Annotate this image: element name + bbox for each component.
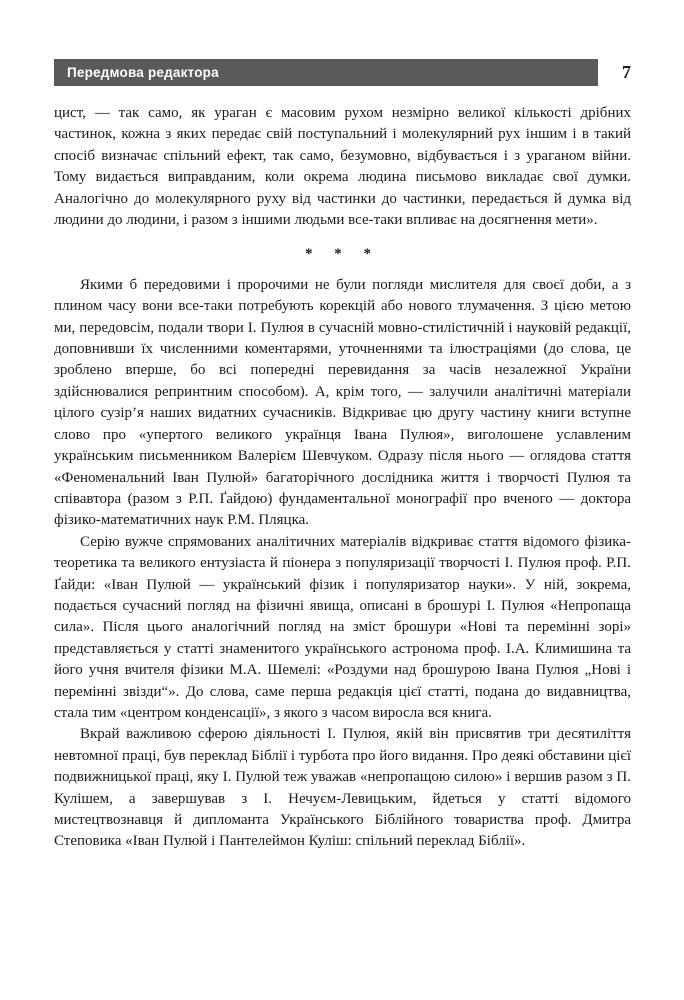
paragraph: Якими б передовими і пророчими не були погляди мислителя для своєї доби, а з плином часу вони все-таки потребують корекцій або нового тлумачення. З цією метою ми, передовсім, подали твори І. Пулюя в сучасній мовно-стилістичній і науковій редакції, доповнивши їх численними коментарями, уточненнями та ілюстраціями (до слова, це зроблено вперше, бо всі попередні перевидання за часів незалежної України здійснювалися репринтним способом). А, крім того, — залучили аналітичні матеріали цілого сузір’я наших видатних сучасників. Відкриває цю другу частину книги вступне слово про «упертого великого українця Івана Пулюя», виголошене уславленим українським письменником Валерієм Шевчуком. Одразу після нього — оглядова стаття «Феноменальний Іван Пулюй» багаторічного дослідника життя і творчості Пулюя та співавтора (разом з Р.П. Ґайдою) фундаментальної монографії про вченого — доктора фізико-математичних наук Р.М. Пляцка. [54,276,631,529]
body-text [54,103,631,853]
paragraph: Серію вужче спрямованих аналітичних матеріалів відкриває стаття відомого фізика-теоретика та великого ентузіаста й піонера з популяризації творчості І. Пулюя проф. Р.П. Ґайди: «Іван Пулюй — український фізик і популяризатор науки». У ній, зокрема, подається сучасний погляд на фізичні явища, описані в брошурі І. Пулюя «Непропаща сила». Після цього аналогічний погляд на зміст брошури «Нові та перемінні зорі» представляється у статті знаменитого українського астронома проф. І.А. Климишина та його учня вчителя фізики М.А. Шемелі: «Роздуми над брошурою Івана Пулюя „Нові і перемінні звізди“». До слова, саме перша редакція цієї статті, подана до видавництва, стала тим «центром конденсації», з якого з часом виросла вся книга. [54,533,631,721]
running-title: Передмова редактора [67,65,219,80]
running-header-bar [54,59,598,86]
page-header [54,59,631,86]
section-separator: * * * [305,246,380,263]
paragraph-continuation: цист, — так само, як ураган є масовим рухом незмірно великої кількості дрібних частинок, кожна з яких передає свій поступальний і молекулярний рух іншим і в такий спосіб визначає спільний ефект, так само, безумовно, відбувається і з ураганом війни. Тому видається виправданим, коли окрема людина письмово викладає свої думки. Аналогічно до молекулярного руху від частинки до частинки, передається й думка від людини до людини, і разом з іншими людьми все-таки впливає на досягнення мети». [54,105,631,229]
paragraph: Вкрай важливою сферою діяльності І. Пулюя, якій він присвятив три десятиліття невтомної праці, був переклад Біблії і турбота про його видання. Про деякі обставини цієї подвижницької праці, яку І. Пулюй теж уважав «непропащою силою» і вершив разом з П. Кулішем, а завершував з І. Нечуєм-Левицьким, йдеться у статті відомого мистецтвознавця й дипломанта Українського Біблійного товариства проф. Дмитра Степовика «Іван Пулюй і Пантелеймон Куліш: спільний переклад Біблії». [54,726,631,850]
page-number: 7 [622,62,631,82]
